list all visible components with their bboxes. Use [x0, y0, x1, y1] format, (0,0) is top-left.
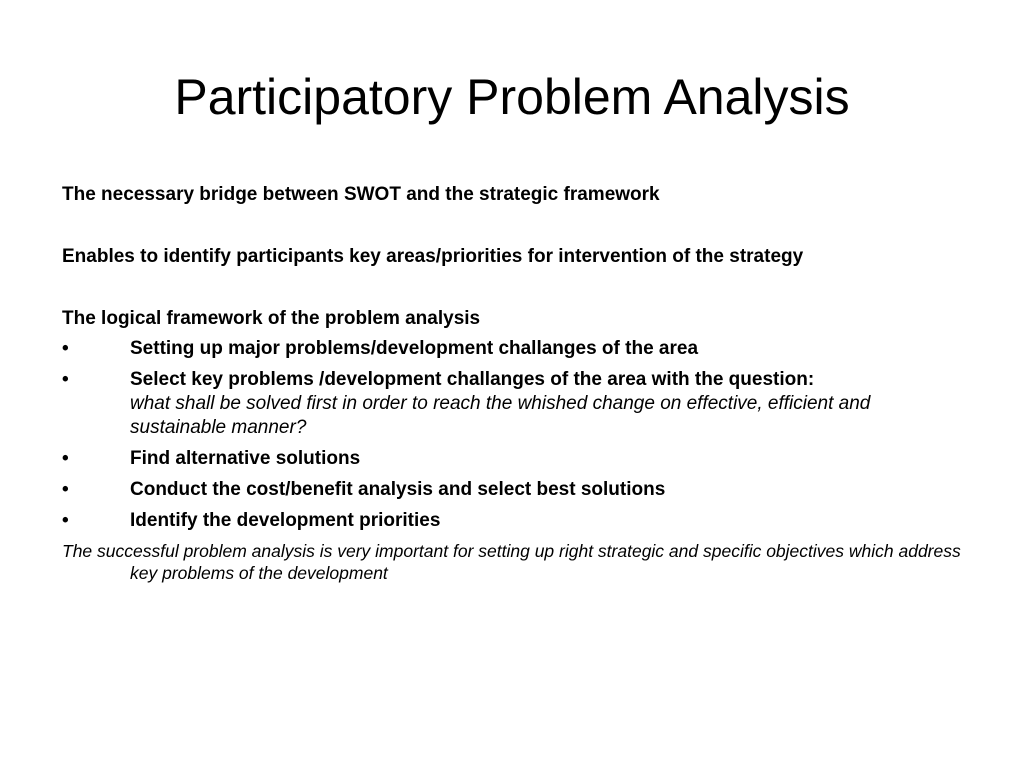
list-item-text: Select key problems /development challanges of the area with the question:: [130, 369, 815, 390]
list-item: [62, 368, 962, 440]
slide-title: Participatory Problem Analysis: [174, 69, 850, 125]
bullet-icon: •: [62, 448, 69, 469]
list-item: [62, 478, 962, 502]
bullet-icon: •: [62, 338, 69, 359]
paragraph-swot-bridge: The necessary bridge between SWOT and the strategic framework: [62, 184, 660, 205]
closing-note: The successful problem analysis is very important for setting up right strategic and specific objectives which address key problems of the development: [62, 541, 961, 583]
bullet-icon: •: [62, 479, 69, 500]
slide-body: [62, 183, 962, 584]
list-item: [62, 447, 962, 471]
bullet-icon: •: [62, 369, 69, 390]
list-item: [62, 509, 962, 533]
bullet-icon: •: [62, 510, 69, 531]
list-item: [62, 337, 962, 361]
list-item-text: Identify the development priorities: [130, 510, 441, 531]
list-item-text: Setting up major problems/development challanges of the area: [130, 338, 699, 359]
paragraph-logical-framework: The logical framework of the problem analysis: [62, 308, 481, 329]
bullet-list: [62, 337, 962, 533]
list-item-text: Conduct the cost/benefit analysis and select best solutions: [130, 479, 666, 500]
paragraph-identify-priorities: Enables to identify participants key areas/priorities for intervention of the strategy: [62, 246, 804, 267]
list-item-text: Find alternative solutions: [130, 448, 361, 469]
list-item-question: what shall be solved first in order to reach the whished change on effective, efficient and sustainable manner?: [130, 393, 871, 438]
